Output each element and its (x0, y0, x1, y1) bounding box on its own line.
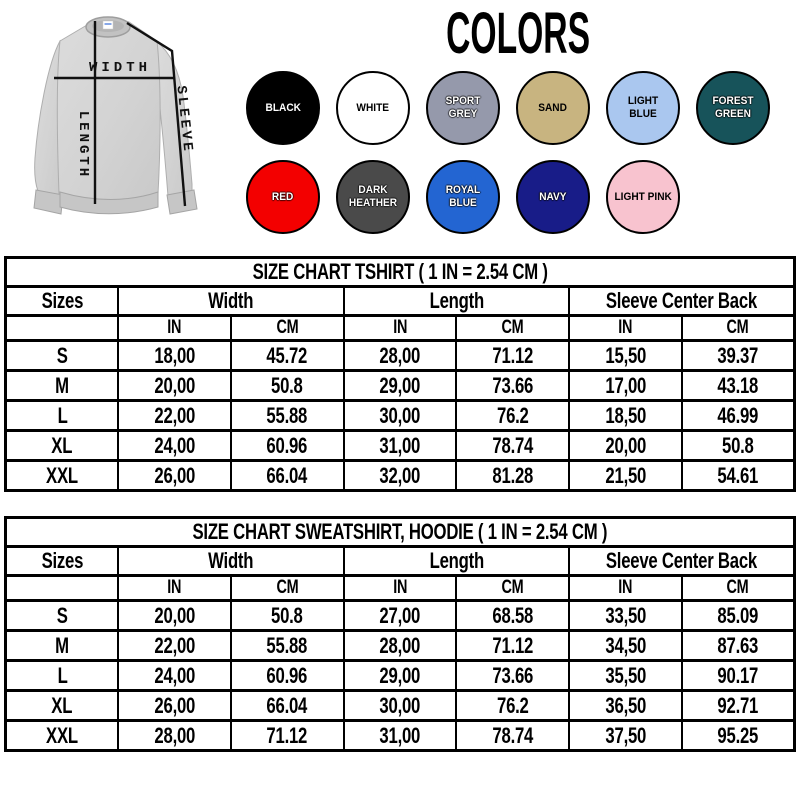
sizes-column-header-text: Sizes (41, 288, 83, 313)
size-row-s (6, 601, 795, 631)
color-swatch-label: RED (272, 190, 294, 203)
size-value-cell (569, 461, 682, 491)
colors-title-text: COLORS (446, 1, 590, 66)
color-swatch-label: SAND (538, 101, 568, 114)
group-header-sleeve-center-back-text: Sleeve Center Back (605, 548, 758, 573)
size-row-label-text: L (57, 402, 68, 428)
tshirt-size-chart-block (0, 256, 800, 492)
group-header-width-text: Width (208, 288, 254, 313)
group-header-length (344, 547, 569, 576)
size-value-cell (456, 601, 569, 631)
table-title-text: SIZE CHART TSHIRT ( 1 IN = 2.54 CM ) (252, 259, 548, 284)
size-value-cell (344, 461, 457, 491)
size-value-cell-text: 37,50 (605, 722, 646, 748)
size-value-cell-text: 85.09 (717, 602, 759, 628)
size-value-cell (456, 371, 569, 401)
group-header-row (6, 287, 795, 316)
sizes-column-header-text: Sizes (41, 548, 83, 573)
size-row-m (6, 371, 795, 401)
unit-header-text: CM (276, 317, 299, 338)
color-swatch-label: WHITE (356, 101, 390, 114)
size-value-cell (231, 401, 344, 431)
neck-tag (103, 21, 113, 29)
size-value-cell-text: 28,00 (379, 342, 421, 368)
size-row-xl (6, 691, 795, 721)
unit-header-row (6, 576, 795, 601)
size-value-cell-text: 24,00 (154, 662, 195, 688)
unit-header-text: IN (392, 317, 407, 338)
size-value-cell-text: 66.04 (266, 692, 308, 718)
group-header-width (118, 287, 343, 316)
group-header-sleeve-center-back-text: Sleeve Center Back (605, 288, 758, 313)
size-value-cell (231, 691, 344, 721)
size-value-cell-text: 95.25 (717, 722, 759, 748)
size-value-cell-text: 29,00 (379, 662, 421, 688)
size-value-cell-text: 31,00 (379, 722, 421, 748)
size-row-label (6, 461, 119, 491)
size-value-cell-text: 30,00 (379, 402, 421, 428)
size-value-cell (344, 631, 457, 661)
size-value-cell-text: 71.12 (492, 342, 534, 368)
size-value-cell-text: 68.58 (492, 602, 534, 628)
size-value-cell-text: 20,00 (605, 432, 646, 458)
color-swatch-label: DARK HEATHER (348, 184, 398, 209)
size-value-cell (569, 691, 682, 721)
size-row-label (6, 721, 119, 751)
size-value-cell (456, 691, 569, 721)
size-row-label-text: XXL (46, 462, 79, 488)
size-value-cell-text: 71.12 (266, 722, 308, 748)
size-value-cell-text: 71.12 (492, 632, 534, 658)
size-value-cell (569, 341, 682, 371)
sweatshirt-size-chart-block (0, 516, 800, 752)
size-value-cell (456, 461, 569, 491)
size-row-label (6, 601, 119, 631)
group-header-width-text: Width (208, 548, 254, 573)
unit-header (118, 576, 231, 601)
size-value-cell-text: 54.61 (717, 462, 759, 488)
size-value-cell-text: 76.2 (496, 402, 529, 428)
size-row-label-text: XXL (46, 722, 79, 748)
size-value-cell (118, 601, 231, 631)
colors-panel (240, 1, 796, 234)
size-row-label-text: S (56, 342, 68, 368)
tshirt-size-chart-table (4, 256, 796, 492)
size-value-cell (344, 721, 457, 751)
size-value-cell (231, 431, 344, 461)
color-swatch-label: LIGHT PINK (614, 190, 672, 203)
torso (57, 19, 160, 202)
group-header-sleeve-center-back (569, 547, 794, 576)
unit-header (682, 576, 795, 601)
size-row-label (6, 371, 119, 401)
size-value-cell (569, 661, 682, 691)
length-label: LENGTH (75, 110, 91, 180)
size-value-cell-text: 21,50 (605, 462, 646, 488)
size-value-cell-text: 18,00 (154, 342, 195, 368)
group-header-length-text: Length (429, 548, 484, 573)
size-row-label (6, 691, 119, 721)
size-value-cell (682, 461, 795, 491)
color-swatch-navy (516, 160, 590, 234)
unit-header-text: IN (167, 317, 182, 338)
garment-measurement-diagram (8, 8, 223, 243)
size-row-label-text: M (55, 632, 69, 658)
size-value-cell (231, 721, 344, 751)
size-row-label-text: S (56, 602, 68, 628)
unit-header-text: IN (618, 577, 633, 598)
color-swatch-dark-heather (336, 160, 410, 234)
size-value-cell-text: 27,00 (379, 602, 421, 628)
size-value-cell (682, 661, 795, 691)
size-value-cell (456, 661, 569, 691)
size-value-cell (682, 721, 795, 751)
size-value-cell (118, 461, 231, 491)
table-gap (0, 492, 800, 512)
size-value-cell (118, 721, 231, 751)
color-swatch-light-blue (606, 71, 680, 145)
size-value-cell-text: 28,00 (379, 632, 421, 658)
size-value-cell-text: 30,00 (379, 692, 421, 718)
size-row-s (6, 341, 795, 371)
size-value-cell (682, 401, 795, 431)
size-value-cell-text: 35,50 (605, 662, 646, 688)
size-value-cell (456, 721, 569, 751)
size-value-cell-text: 22,00 (154, 402, 195, 428)
size-value-cell-text: 33,50 (605, 602, 646, 628)
size-value-cell-text: 66.04 (266, 462, 308, 488)
size-value-cell-text: 43.18 (717, 372, 759, 398)
size-value-cell (344, 431, 457, 461)
top-section (0, 0, 800, 252)
group-header-width (118, 547, 343, 576)
unit-header-text: CM (501, 577, 524, 598)
color-swatch-white (336, 71, 410, 145)
size-value-cell-text: 31,00 (379, 432, 421, 458)
unit-header (231, 316, 344, 341)
size-row-label-text: L (57, 662, 68, 688)
size-value-cell-text: 92.71 (717, 692, 759, 718)
size-value-cell-text: 36,50 (605, 692, 646, 718)
size-row-l (6, 661, 795, 691)
size-value-cell-text: 78.74 (492, 722, 534, 748)
size-row-label (6, 661, 119, 691)
size-value-cell-text: 73.66 (492, 372, 534, 398)
table-title-text: SIZE CHART SWEATSHIRT, HOODIE ( 1 IN = 2.54 CM ) (192, 519, 608, 544)
size-value-cell-text: 90.17 (717, 662, 759, 688)
size-value-cell-text: 76.2 (496, 692, 529, 718)
size-value-cell (118, 401, 231, 431)
size-value-cell (118, 371, 231, 401)
size-value-cell (682, 691, 795, 721)
size-value-cell (118, 341, 231, 371)
color-swatch-label: SPORT GREY (445, 95, 481, 120)
table-title-row (6, 518, 795, 547)
size-value-cell-text: 46.99 (717, 402, 759, 428)
size-value-cell-text: 55.88 (266, 632, 308, 658)
group-header-length (344, 287, 569, 316)
size-row-label (6, 431, 119, 461)
table-title (6, 518, 795, 547)
size-value-cell-text: 20,00 (154, 602, 195, 628)
color-swatch-light-pink (606, 160, 680, 234)
size-value-cell (344, 661, 457, 691)
unit-header-empty (6, 316, 119, 341)
size-value-cell (231, 661, 344, 691)
size-value-cell-text: 39.37 (717, 342, 759, 368)
size-value-cell (344, 601, 457, 631)
size-value-cell (344, 401, 457, 431)
size-value-cell-text: 29,00 (379, 372, 421, 398)
size-value-cell-text: 60.96 (266, 662, 308, 688)
unit-header (456, 316, 569, 341)
color-swatch-sand (516, 71, 590, 145)
unit-header-empty (6, 576, 119, 601)
size-value-cell-text: 24,00 (154, 432, 195, 458)
color-swatch-label: LIGHT BLUE (627, 95, 659, 120)
unit-header-text: CM (501, 317, 524, 338)
sizes-column-header (6, 287, 119, 316)
size-value-cell (231, 371, 344, 401)
size-value-cell (344, 371, 457, 401)
size-value-cell (231, 341, 344, 371)
size-value-cell (569, 631, 682, 661)
size-row-label (6, 631, 119, 661)
size-row-label-text: XL (51, 692, 73, 718)
color-swatch-black (246, 71, 320, 145)
table-title (6, 258, 795, 287)
unit-header (456, 576, 569, 601)
size-value-cell (682, 341, 795, 371)
size-value-cell-text: 28,00 (154, 722, 195, 748)
size-value-cell-text: 18,50 (605, 402, 646, 428)
size-value-cell-text: 87.63 (717, 632, 759, 658)
size-value-cell-text: 34,50 (605, 632, 646, 658)
size-value-cell (231, 461, 344, 491)
size-value-cell (569, 431, 682, 461)
size-value-cell-text: 22,00 (154, 632, 195, 658)
size-value-cell-text: 60.96 (266, 432, 308, 458)
size-value-cell-text: 26,00 (154, 692, 195, 718)
color-swatch-grid (246, 71, 796, 234)
size-value-cell (682, 601, 795, 631)
unit-header (344, 576, 457, 601)
size-value-cell-text: 15,50 (605, 342, 646, 368)
unit-header (569, 316, 682, 341)
unit-header (682, 316, 795, 341)
size-value-cell (118, 431, 231, 461)
size-value-cell-text: 78.74 (492, 432, 534, 458)
colors-title (240, 1, 796, 66)
unit-header-text: IN (618, 317, 633, 338)
size-row-xxl (6, 461, 795, 491)
size-value-cell-text: 50.8 (722, 432, 754, 458)
size-row-label-text: M (55, 372, 69, 398)
size-value-cell-text: 20,00 (154, 372, 195, 398)
size-row-l (6, 401, 795, 431)
size-value-cell (344, 691, 457, 721)
color-swatch-royal-blue (426, 160, 500, 234)
size-value-cell-text: 32,00 (379, 462, 421, 488)
group-header-sleeve-center-back (569, 287, 794, 316)
size-value-cell (456, 401, 569, 431)
unit-header (569, 576, 682, 601)
color-swatch-red (246, 160, 320, 234)
size-value-cell (456, 631, 569, 661)
color-swatch-sport-grey (426, 71, 500, 145)
size-value-cell-text: 50.8 (271, 372, 304, 398)
size-value-cell (569, 601, 682, 631)
color-swatch-label: FOREST GREEN (712, 95, 754, 120)
color-swatch-label: NAVY (539, 190, 567, 203)
size-value-cell (118, 691, 231, 721)
size-value-cell-text: 55.88 (266, 402, 308, 428)
size-value-cell-text: 50.8 (271, 602, 304, 628)
size-value-cell (569, 371, 682, 401)
size-value-cell (456, 431, 569, 461)
size-value-cell-text: 26,00 (154, 462, 195, 488)
size-value-cell (569, 721, 682, 751)
unit-header-text: CM (726, 317, 749, 338)
unit-header-row (6, 316, 795, 341)
table-title-row (6, 258, 795, 287)
unit-header-text: CM (726, 577, 749, 598)
size-row-label (6, 341, 119, 371)
size-value-cell (682, 371, 795, 401)
size-value-cell (344, 341, 457, 371)
unit-header (118, 316, 231, 341)
size-value-cell (682, 631, 795, 661)
size-row-xl (6, 431, 795, 461)
width-label: WIDTH (88, 60, 152, 76)
size-value-cell-text: 17,00 (605, 372, 646, 398)
color-swatch-label: ROYAL BLUE (445, 184, 481, 209)
size-row-label (6, 401, 119, 431)
size-value-cell-text: 73.66 (492, 662, 534, 688)
sleeve-label: SLEEVE (172, 84, 196, 155)
unit-header-text: IN (167, 577, 182, 598)
unit-header-text: IN (392, 577, 407, 598)
size-row-xxl (6, 721, 795, 751)
size-value-cell-text: 45.72 (266, 342, 308, 368)
color-swatch-forest-green (696, 71, 770, 145)
group-header-length-text: Length (429, 288, 484, 313)
sweatshirt-size-chart-table (4, 516, 796, 752)
size-value-cell-text: 81.28 (492, 462, 534, 488)
unit-header-text: CM (276, 577, 299, 598)
size-row-m (6, 631, 795, 661)
size-value-cell (118, 661, 231, 691)
unit-header (344, 316, 457, 341)
group-header-row (6, 547, 795, 576)
size-value-cell (456, 341, 569, 371)
size-value-cell (682, 431, 795, 461)
size-value-cell (231, 601, 344, 631)
size-value-cell (569, 401, 682, 431)
unit-header (231, 576, 344, 601)
size-value-cell (118, 631, 231, 661)
size-value-cell (231, 631, 344, 661)
color-swatch-label: BLACK (265, 101, 301, 114)
size-row-label-text: XL (51, 432, 73, 458)
sizes-column-header (6, 547, 119, 576)
